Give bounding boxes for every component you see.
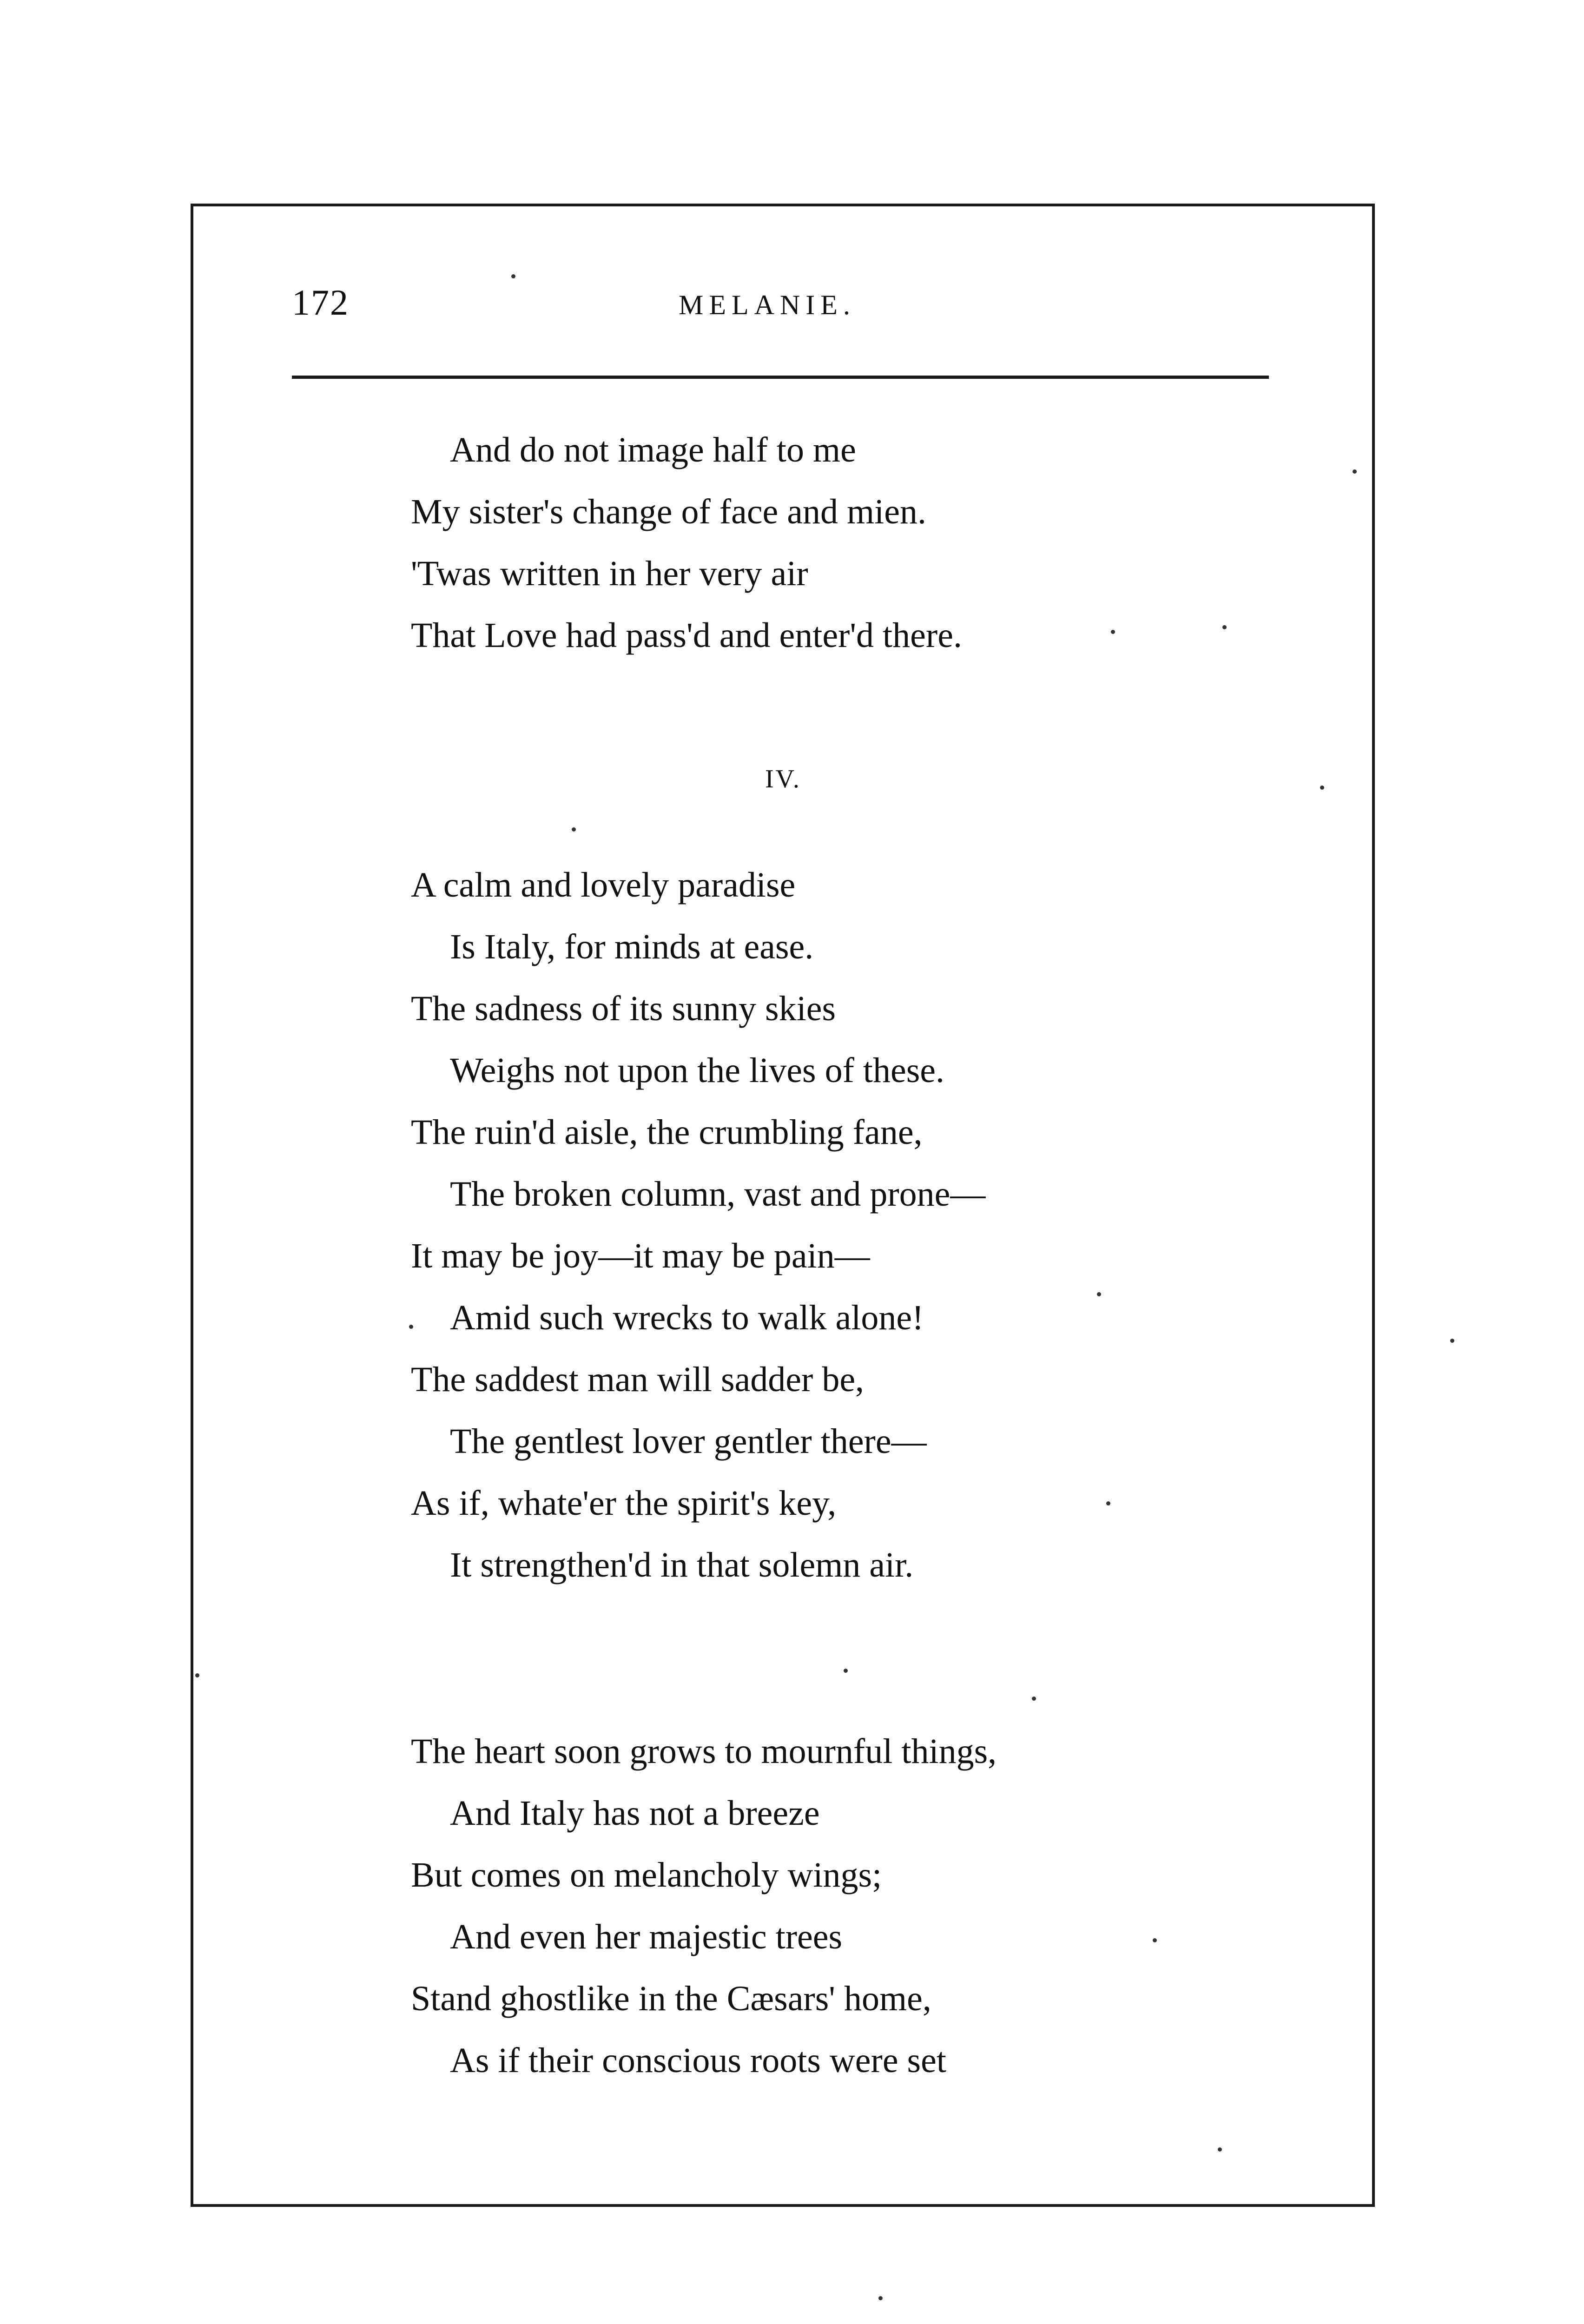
running-title: MELANIE. (679, 290, 856, 320)
verse-line: And Italy has not a breeze (450, 1794, 820, 1833)
scan-speck (1111, 630, 1115, 634)
verse-line: The gentlest lover gentler there— (450, 1422, 927, 1461)
verse-line: It may be joy—it may be pain— (411, 1236, 870, 1275)
scan-speck (195, 1673, 199, 1677)
scan-speck (1153, 1938, 1157, 1942)
scan-speck (1222, 625, 1227, 629)
verse-line: Is Italy, for minds at ease. (450, 927, 814, 966)
scan-speck (1353, 469, 1357, 474)
verse-line: The ruin'd aisle, the crumbling fane, (411, 1113, 923, 1152)
scan-speck (1032, 1697, 1036, 1701)
verse-line: The heart soon grows to mournful things, (411, 1732, 997, 1771)
verse-line: The saddest man will sadder be, (411, 1360, 865, 1399)
verse-line: My sister's change of face and mien. (411, 492, 926, 531)
scan-speck (1106, 1501, 1110, 1505)
verse-line: Weighs not upon the lives of these. (450, 1051, 945, 1090)
scan-speck (844, 1669, 848, 1673)
verse-line: It strengthen'd in that solemn air. (450, 1545, 914, 1585)
scan-speck (878, 2296, 883, 2300)
verse-line: That Love had pass'd and enter'd there. (411, 616, 962, 655)
verse-line: And even her majestic trees (450, 1917, 843, 1956)
scan-speck (572, 827, 576, 832)
verse-line: Stand ghostlike in the Cæsars' home, (411, 1979, 931, 2018)
page-number: 172 (292, 282, 349, 323)
verse-line: The sadness of its sunny skies (411, 989, 836, 1028)
scan-speck (1097, 1292, 1101, 1296)
scan-speck (409, 1325, 413, 1329)
header-rule (292, 376, 1269, 379)
verse-line: As if their conscious roots were set (450, 2041, 946, 2080)
section-numeral: IV. (765, 765, 801, 793)
verse-line: And do not image half to me (450, 430, 856, 469)
scan-speck (1450, 1339, 1454, 1343)
scan-speck (1218, 2147, 1222, 2152)
verse-line: A calm and lovely paradise (411, 865, 796, 905)
verse-line: But comes on melancholy wings; (411, 1855, 882, 1895)
scan-speck (1320, 786, 1324, 790)
verse-line: The broken column, vast and prone— (450, 1175, 986, 1214)
verse-line: 'Twas written in her very air (411, 554, 808, 593)
verse-line: Amid such wrecks to walk alone! (450, 1298, 924, 1337)
scan-speck (511, 274, 515, 278)
verse-line: As if, whate'er the spirit's key, (411, 1484, 837, 1523)
